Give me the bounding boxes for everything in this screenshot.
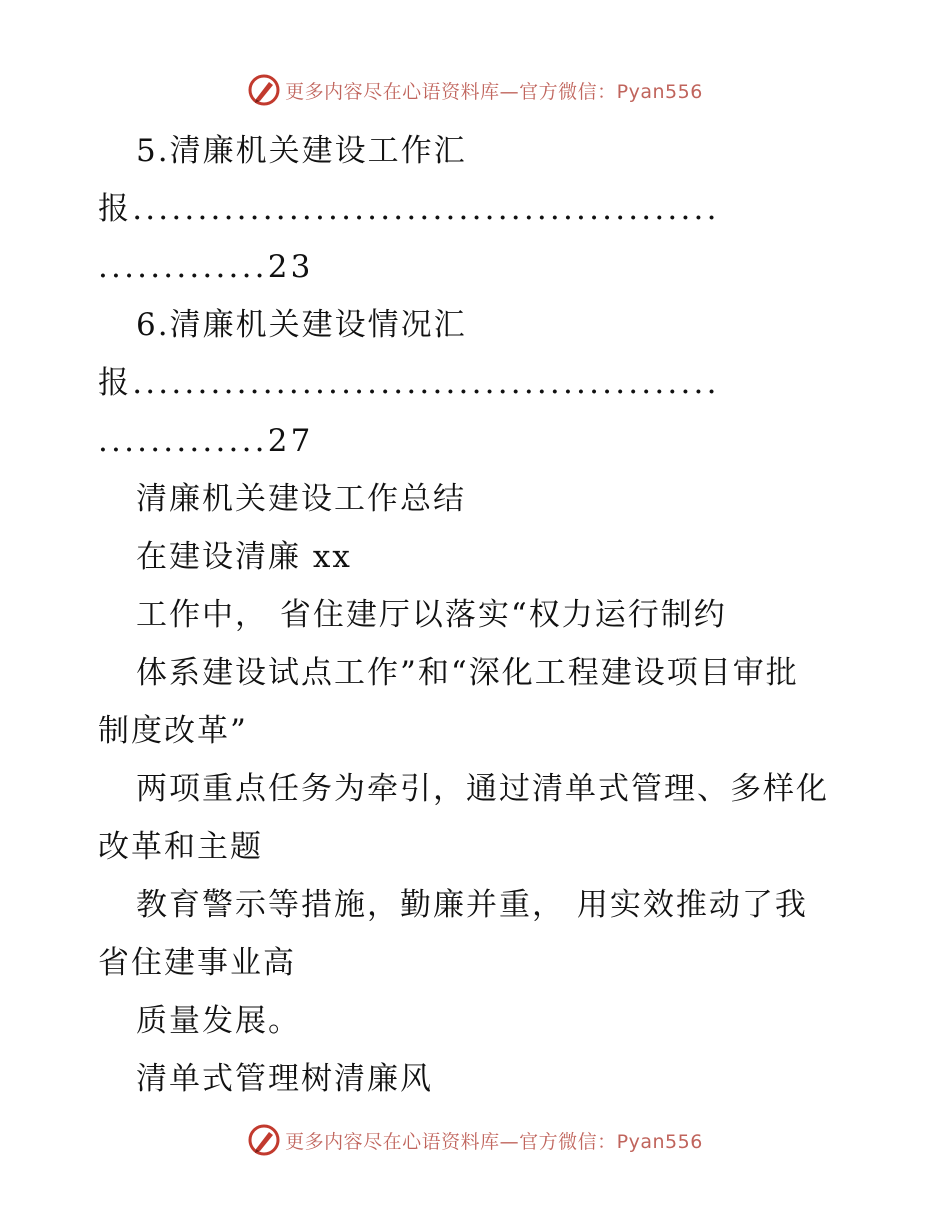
pen-logo-icon (247, 1123, 281, 1157)
toc-entry-5-leader: 报............................................. (98, 191, 720, 227)
section-title: 清廉机关建设工作总结 (136, 481, 466, 517)
toc-entry-6-leader: 报............................................. (98, 365, 720, 401)
pen-logo-icon (247, 73, 281, 107)
paragraph-line: 工作中， 省住建厅以落实“权力运行制约 (136, 597, 727, 633)
paragraph-line: 教育警示等措施，勤廉并重， 用实效推动了我 (136, 887, 808, 923)
toc-entry-6-page: .............27 (98, 423, 314, 459)
toc-entry-5-page: .............23 (98, 249, 314, 285)
toc-entry-5-title: 5.清廉机关建设工作汇 (136, 133, 467, 169)
paragraph-line: 质量发展。 (136, 1003, 301, 1039)
paragraph-line: 制度改革” (98, 713, 248, 749)
paragraph-line: 改革和主题 (98, 829, 263, 865)
paragraph-line: 两项重点任务为牵引，通过清单式管理、多样化 (136, 771, 829, 807)
document-body (98, 122, 858, 1108)
header-watermark (0, 70, 950, 110)
subsection-heading: 清单式管理树清廉风 (136, 1061, 433, 1097)
paragraph-line: 省住建事业高 (98, 945, 296, 981)
footer-watermark (0, 1120, 950, 1160)
toc-entry-6-title: 6.清廉机关建设情况汇 (136, 307, 467, 343)
paragraph-line: 在建设清廉 xx (136, 539, 352, 575)
watermark-text: 更多内容尽在心语资料库—官方微信：Pyan556 (285, 1130, 703, 1153)
paragraph-line: 体系建设试点工作”和“深化工程建设项目审批 (136, 655, 799, 691)
watermark-text: 更多内容尽在心语资料库—官方微信：Pyan556 (285, 80, 703, 103)
